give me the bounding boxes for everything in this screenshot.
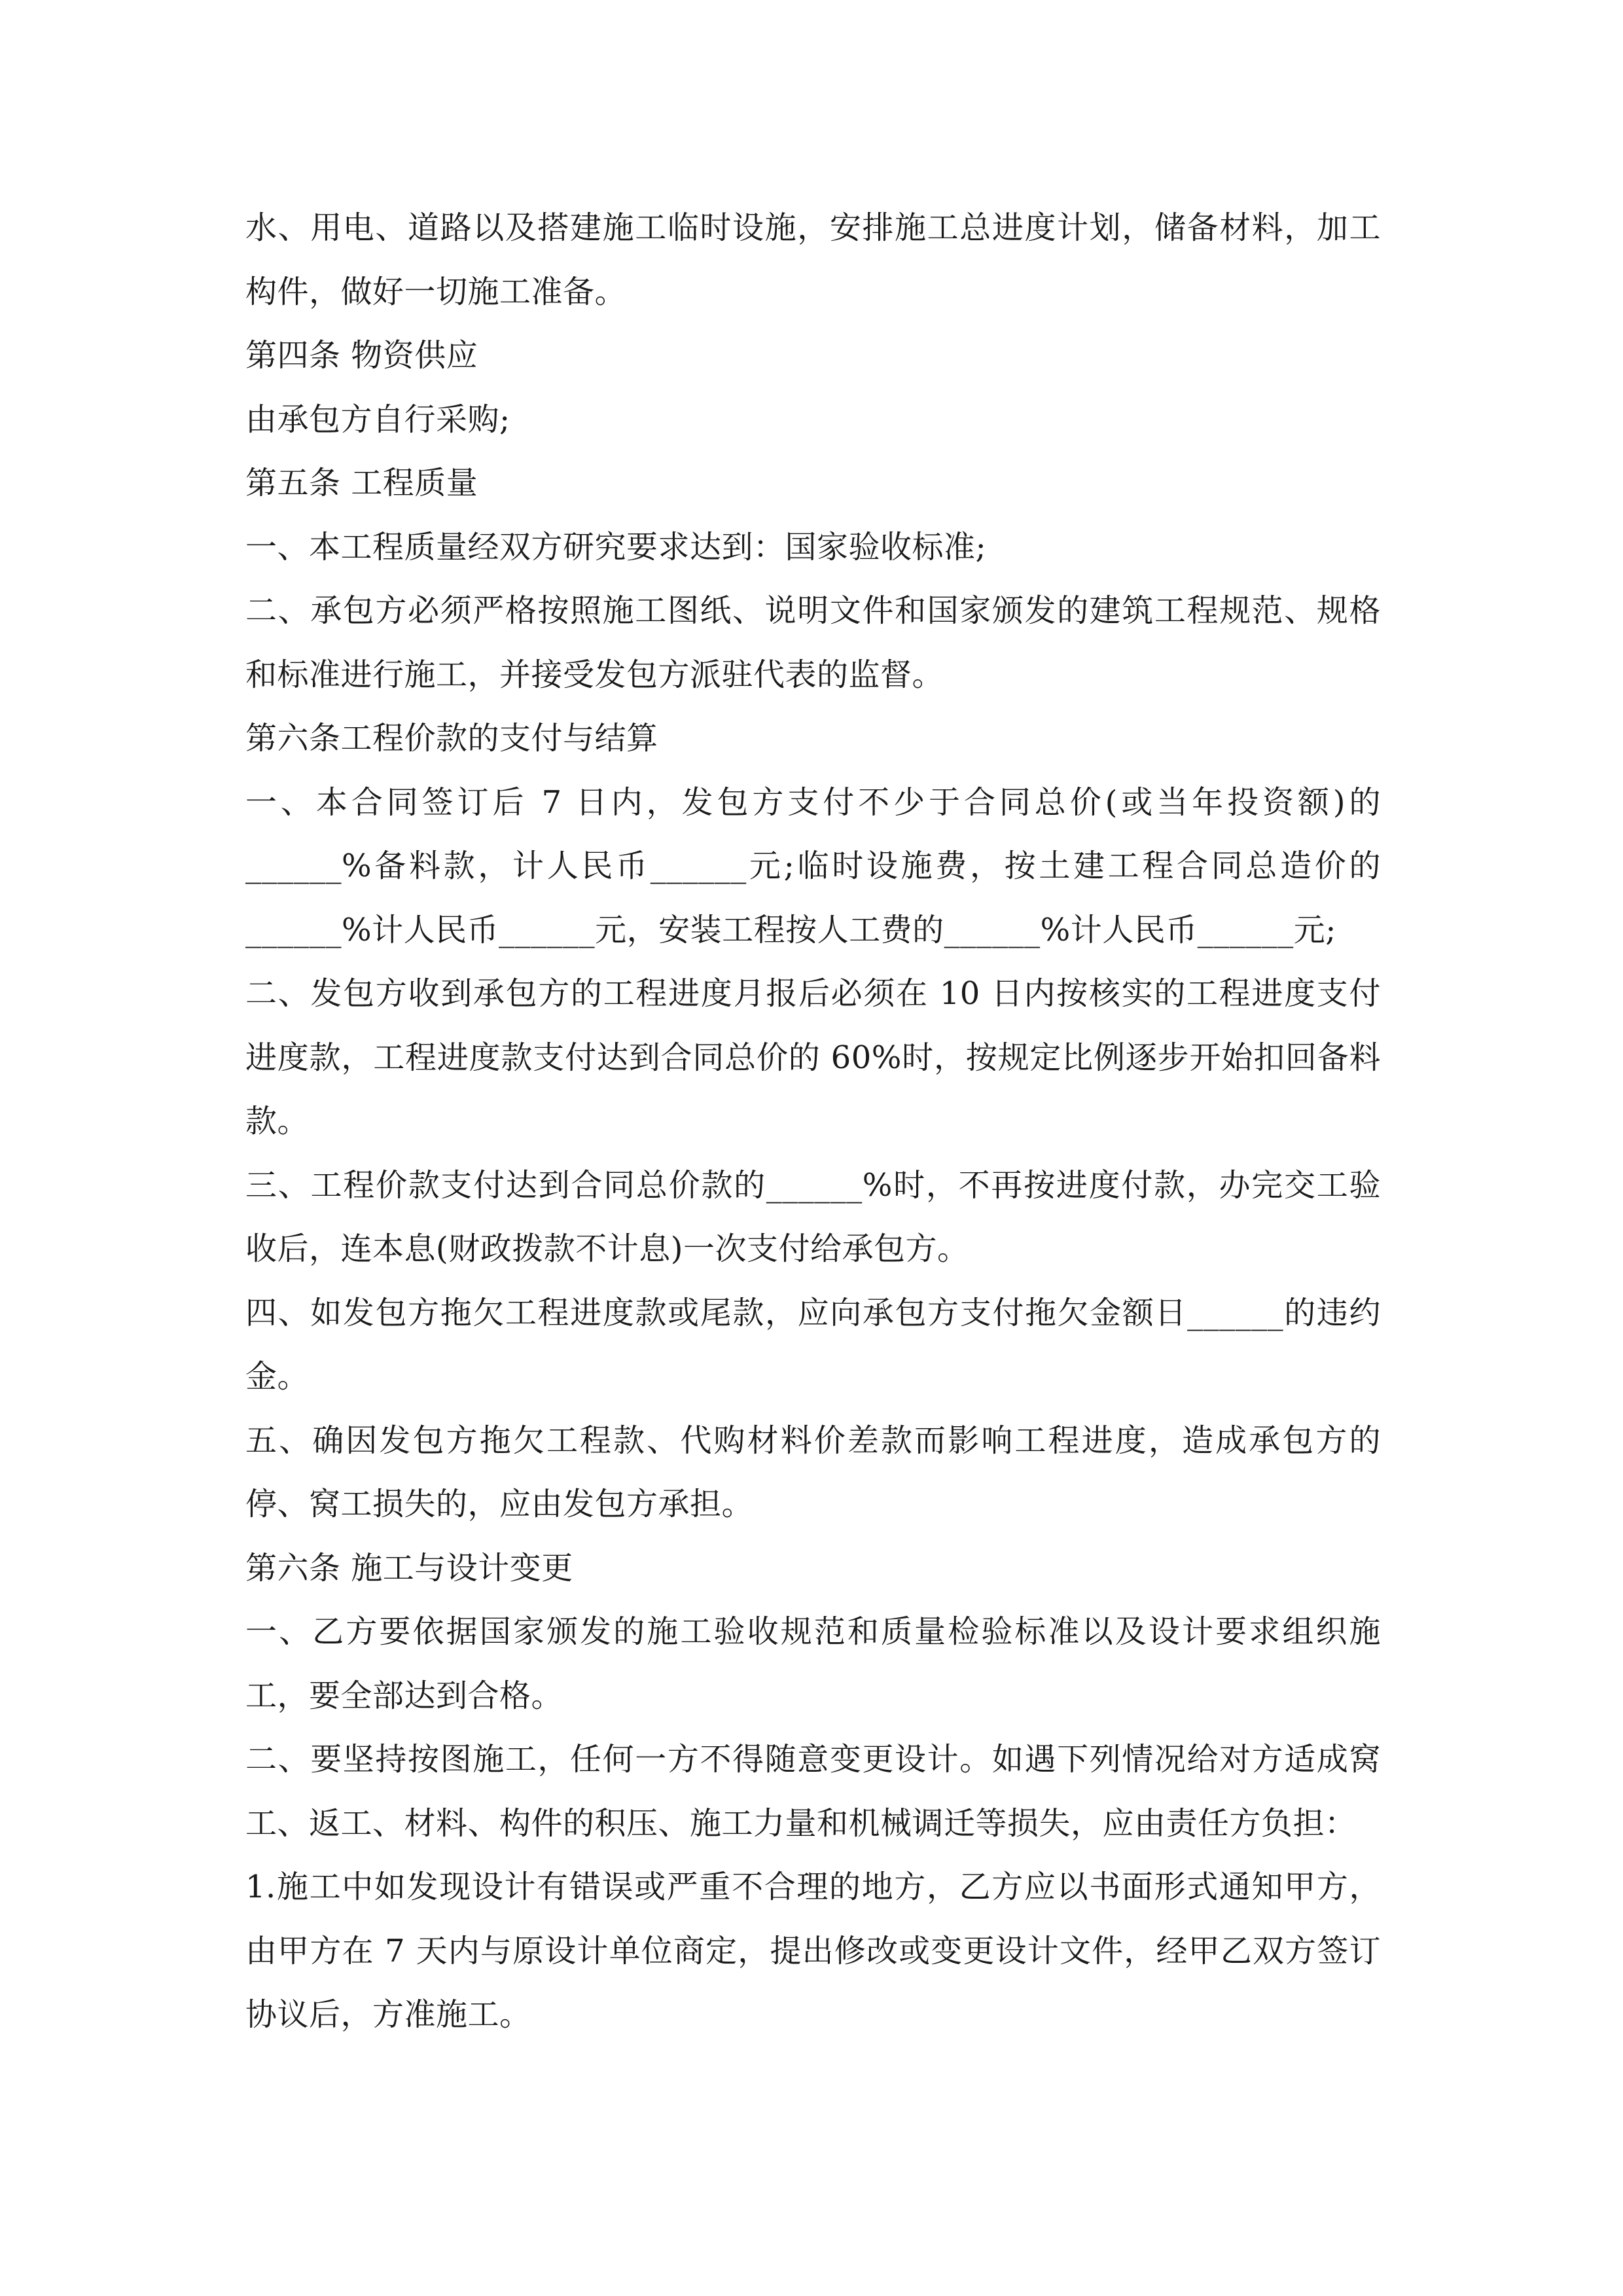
paragraph-payment-losses: 五、确因发包方拖欠工程款、代购材料价差款而影响工程进度，造成承包方的停、窝工损失的，应由发包方承担。 (245, 1422, 1381, 1522)
article-4-heading: 第四条 物资供应 (245, 337, 478, 374)
paragraph-quality-construction: 二、承包方必须严格按照施工图纸、说明文件和国家颁发的建筑工程规范、规格和标准进行施工，并接受发包方派驻代表的监督。 (245, 592, 1381, 693)
paragraph-payment-advance: 一、本合同签订后 7 日内，发包方支付不少于合同总价(或当年投资额)的______%备料款，计人民币______元;临时设施费，按土建工程合同总造价的______%计人民币______元，安装工程按人工费的______%计人民币______元; (245, 783, 1381, 948)
paragraph-payment-progress: 二、发包方收到承包方的工程进度月报后必须在 10 日内按核实的工程进度支付进度款，工程进度款支付达到合同总价的 60%时，按规定比例逐步开始扣回备料款。 (245, 975, 1381, 1139)
paragraph-material-supply: 由承包方自行采购; (245, 401, 510, 438)
paragraph-payment-penalty: 四、如发包方拖欠工程进度款或尾款，应向承包方支付拖欠金额日______的违约金。 (245, 1294, 1381, 1395)
article-5-heading: 第五条 工程质量 (245, 465, 478, 501)
paragraph-payment-final: 三、工程价款支付达到合同总价款的______%时，不再按进度付款，办完交工验收后，连本息(财政拨款不计息)一次支付给承包方。 (245, 1166, 1381, 1267)
paragraph-construction-prep: 水、用电、道路以及搭建施工临时设施，安排施工总进度计划，储备材料，加工构件，做好一切施工准备。 (245, 209, 1381, 310)
paragraph-quality-standard: 一、本工程质量经双方研究要求达到：国家验收标准; (245, 528, 987, 565)
document-body (245, 196, 1381, 2047)
article-6-payment-heading: 第六条工程价款的支付与结算 (245, 720, 658, 757)
paragraph-design-standards: 一、乙方要依据国家颁发的施工验收规范和质量检验标准以及设计要求组织施工，要全部达到合格。 (245, 1613, 1381, 1714)
article-6-design-change-heading: 第六条 施工与设计变更 (245, 1549, 573, 1587)
paragraph-design-no-change: 二、要坚持按图施工，任何一方不得随意变更设计。如遇下列情况给对方适成窝工、返工、材料、构件的积压、施工力量和机械调迁等损失，应由责任方负担： (245, 1741, 1381, 1842)
paragraph-design-error-notice: 1.施工中如发现设计有错误或严重不合理的地方，乙方应以书面形式通知甲方，由甲方在 7 天内与原设计单位商定，提出修改或变更设计文件，经甲乙双方签订协议后，方准施工。 (245, 1869, 1381, 2033)
